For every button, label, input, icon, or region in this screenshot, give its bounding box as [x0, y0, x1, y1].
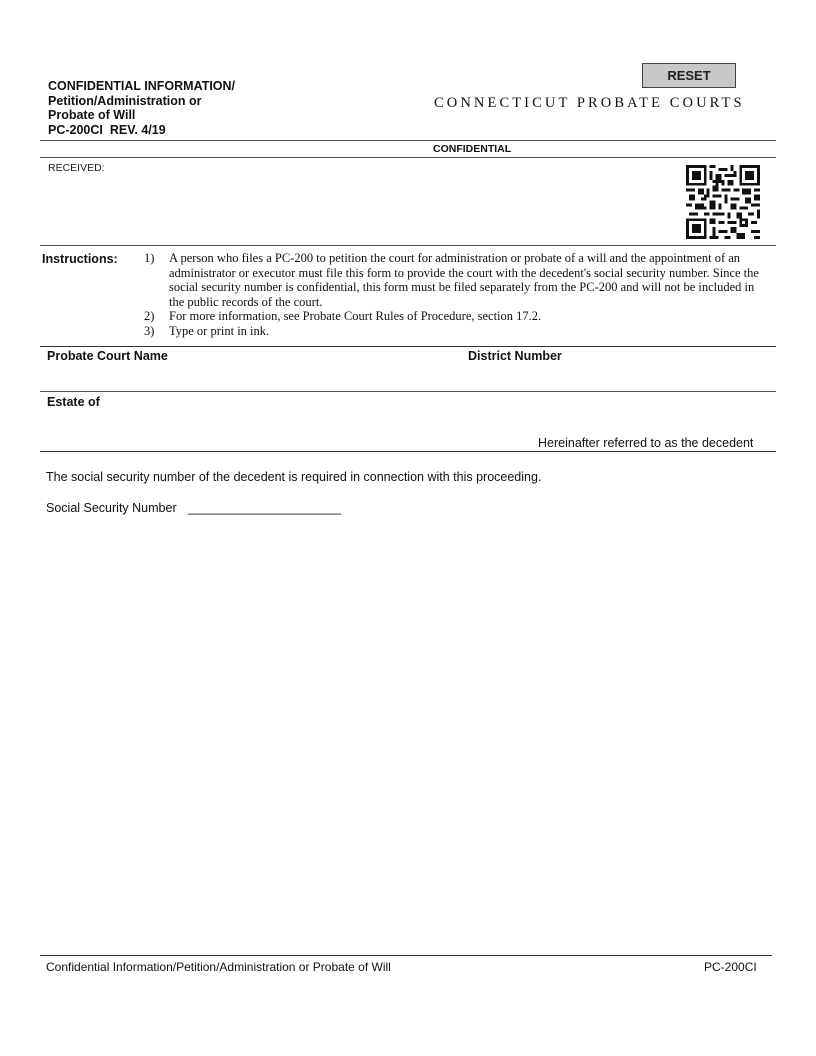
instruction-item [140, 251, 765, 309]
district-number-label: District Number [468, 349, 562, 363]
instruction-text: Type or print in ink. [169, 323, 270, 338]
ssn-underline: ______________________ [188, 501, 341, 515]
instruction-text: A person who files a PC-200 to petition the court for administration or probate of a will and the appointment of an administrator or executor must file this form to provide the court with the decedent's social security number. Since the social security number is confidential, this form must be filed separately from the PC-200 and will not be included in the public records of the court. [169, 251, 759, 309]
instruction-item [140, 309, 765, 324]
form-number-revision: PC-200CI REV. 4/19 [48, 122, 166, 137]
divider [40, 245, 776, 246]
estate-of-input[interactable] [46, 412, 520, 436]
instructions-label: Instructions: [42, 252, 118, 266]
instruction-text: For more information, see Probate Court Rules of Procedure, section 17.2. [169, 309, 542, 324]
estate-of-label: Estate of [47, 395, 100, 409]
qr-code-icon [686, 165, 760, 239]
instruction-number: 1) [144, 251, 155, 265]
instruction-number: 3) [144, 323, 155, 338]
court-name: CONNECTICUT PROBATE COURTS [434, 95, 745, 111]
ssn-label: Social Security Number [46, 501, 177, 515]
form-title [48, 79, 235, 137]
instructions-list [140, 251, 765, 339]
divider [40, 451, 776, 452]
footer-form-name: Confidential Information/Petition/Administration or Probate of Will [46, 960, 391, 974]
reset-button[interactable]: RESET [642, 63, 736, 88]
form-title-line-3: Probate of Will [48, 108, 136, 122]
footer-divider [40, 955, 772, 956]
probate-court-name-input[interactable] [46, 366, 460, 390]
ssn-statement: The social security number of the decedent is required in connection with this proceeding. [46, 470, 542, 484]
decedent-note: Hereinafter referred to as the decedent [538, 436, 754, 450]
instruction-item [140, 324, 765, 339]
divider [40, 157, 776, 158]
divider [40, 391, 776, 392]
district-number-input[interactable] [467, 366, 771, 390]
probate-court-name-label: Probate Court Name [47, 349, 168, 363]
confidential-label: CONFIDENTIAL [433, 143, 512, 155]
ssn-input[interactable] [188, 498, 354, 518]
divider [40, 346, 776, 347]
footer-form-number: PC-200CI [704, 960, 757, 974]
divider [40, 140, 776, 141]
form-title-line-1: CONFIDENTIAL INFORMATION/ [48, 79, 236, 93]
received-label: RECEIVED: [48, 162, 105, 174]
instruction-number: 2) [144, 309, 155, 324]
form-title-line-2: Petition/Administration or [48, 93, 202, 108]
